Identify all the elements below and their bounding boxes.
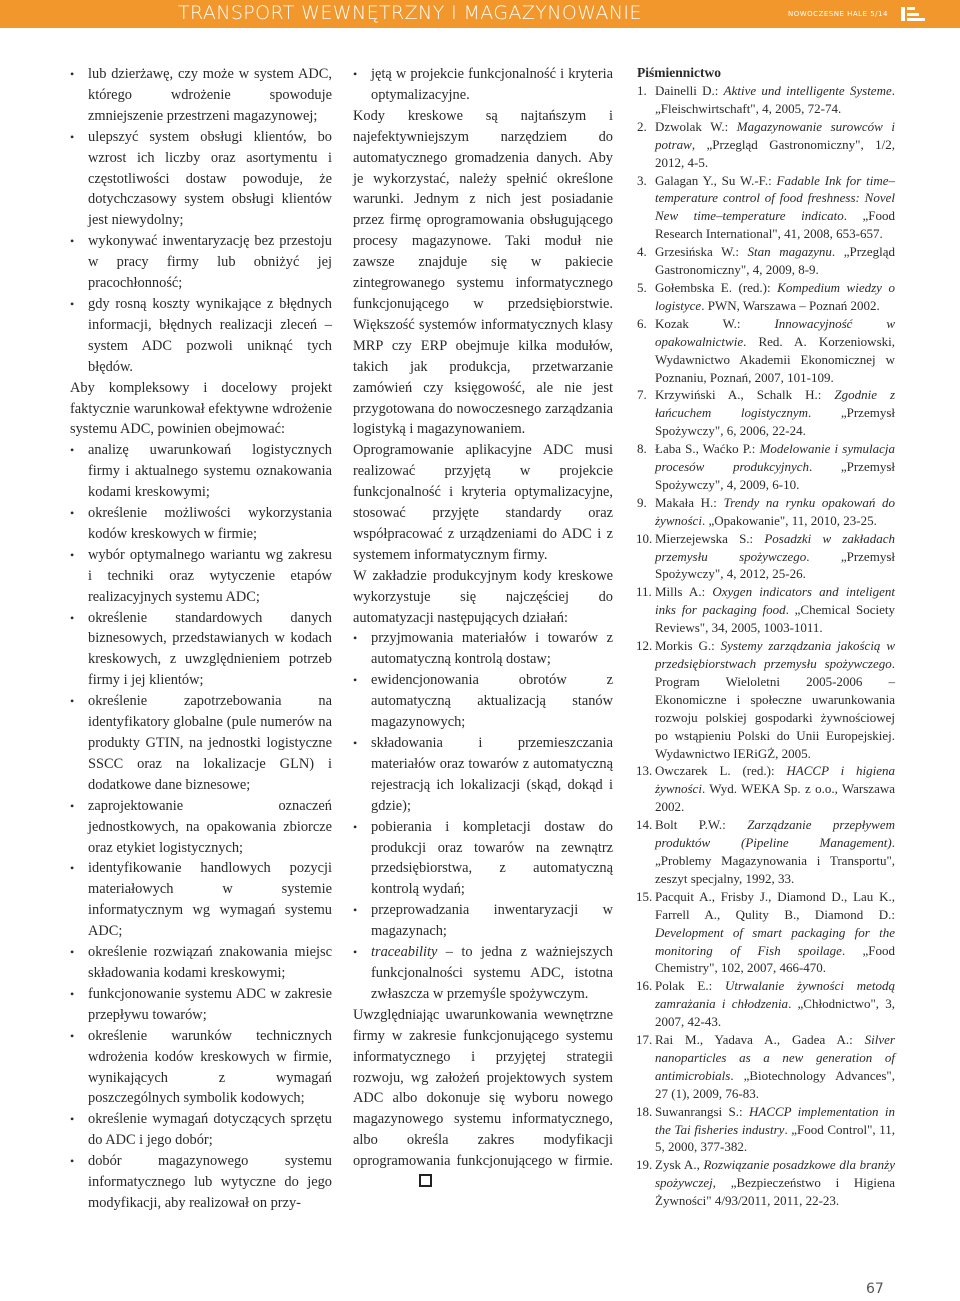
- reference-item: [637, 386, 895, 440]
- reference-number: 14.: [636, 817, 653, 833]
- reference-details: . „Przemysł Spożywczy", 6, 2006, 22-24.: [655, 405, 895, 439]
- references-heading: Piśmiennictwo: [637, 65, 721, 80]
- reference-item: [637, 1103, 895, 1157]
- reference-authors: Morkis G.:: [655, 638, 721, 654]
- reference-item: [637, 637, 895, 762]
- reference-item: [637, 1156, 895, 1210]
- reference-details: . „Przemysł Spożywczy", 4, 2012, 25-26.: [655, 548, 895, 582]
- list-item: • określenie wymagań dotyczących sprzętu do ADC i jego dobór;: [70, 1109, 332, 1151]
- list-item: • określenie warunków technicznych wdrożenia kodów kreskowych w firmie, wynikających z wymagań poszczególnych symbolik kodowych;: [70, 1026, 332, 1110]
- reference-authors: Bolt P.W.:: [655, 817, 748, 833]
- reference-details: , „Bezpieczeństwo i Higiena Żywności" 4/93/2011, 2011, 22-23.: [655, 1175, 895, 1209]
- reference-number: 2.: [637, 118, 647, 134]
- header-issue: NOWOCZESNE HALE 5/14: [788, 10, 888, 18]
- bullet-list-reasons: [70, 64, 332, 378]
- list-item: • wykonywać inwentaryzację bez przestoju w pracy firmy lub obniżyć jej pracochłonność;: [70, 231, 332, 294]
- reference-title: Development of smart packaging for the monitoring of Fish spoilage: [655, 924, 895, 958]
- reference-authors: Suwanrangsi S.:: [655, 1103, 749, 1119]
- reference-details: . Red. A. Korzeniowski, Wydawnictwo Akademii Ekonomicznej w Poznaniu, Poznań, 2007, 101-109.: [655, 333, 895, 385]
- reference-title: Systemy zarządzania jakością w przedsiębiorstwach przemysłu spożywczego: [655, 638, 896, 671]
- reference-title: Oxygen indicators and inteligent inks for packaging food: [655, 584, 895, 618]
- traceability-term: traceability: [371, 944, 438, 961]
- reference-details: . „Przegląd Gastronomiczny", 4, 2009, 8-9.: [655, 244, 895, 278]
- reference-number: 19.: [636, 1157, 653, 1173]
- reference-number: 15.: [636, 888, 653, 904]
- reference-authors: Krzywiński A., Schalk H.:: [655, 387, 835, 403]
- reference-number: 7.: [637, 387, 647, 403]
- reference-number: 4.: [637, 244, 647, 260]
- list-item: • przyjmowania materiałów i towarów z automatyczną kontrolą dostaw;: [353, 628, 613, 670]
- reference-title: Trendy na rynku opakowań do żywności: [655, 494, 896, 528]
- reference-title: Rozwiązanie posadzkowe dla branży spożywczej: [655, 1157, 895, 1191]
- reference-details: . „Food Control", 11, 5, 2000, 377-382.: [655, 1121, 895, 1155]
- list-item: • funkcjonowanie systemu ADC w zakresie przepływu towarów;: [70, 984, 332, 1026]
- reference-authors: Gołembska E. (red.):: [655, 279, 778, 295]
- reference-title: Zarządzanie przepływem produktów (Pipeline Management): [655, 817, 896, 851]
- bullet-list-automation: [353, 628, 613, 1004]
- reference-item: [637, 118, 895, 172]
- reference-authors: Kozak W.:: [655, 315, 775, 331]
- list-item: • gdy rosną koszty wynikające z błędnych informacji, błędnych realizacji zleceń – system ADC pozwoli uniknąć tych błędów.: [70, 294, 332, 378]
- magazine-logo-icon: [901, 5, 927, 23]
- reference-title: Zgodnie z łańcuchem logistycznym: [655, 387, 896, 421]
- reference-number: 5.: [637, 279, 647, 295]
- reference-number: 13.: [636, 763, 653, 779]
- list-item: • ulepszyć system obsługi klientów, bo wzrost ich liczby oraz asortymentu i częstotliwości dostaw powoduje, że dotychczasowy system obsługi klientów jest niewydolny;: [70, 127, 332, 232]
- reference-number: 10.: [636, 530, 653, 546]
- reference-title: Stan magazynu: [747, 244, 832, 260]
- reference-number: 11.: [636, 584, 652, 600]
- reference-authors: Polak E.:: [655, 978, 725, 994]
- reference-authors: Zysk A.,: [655, 1157, 704, 1173]
- reference-title: Innowacyjność w opakowalnictwie: [655, 315, 895, 349]
- list-item: • ewidencjonowania obrotów z automatyczną aktualizacją stanów magazynowych;: [353, 670, 613, 733]
- reference-number: 6.: [637, 315, 647, 331]
- reference-item: [637, 762, 895, 816]
- reference-item: [637, 172, 895, 244]
- reference-number: 9.: [637, 494, 647, 510]
- list-item: • jętą w projekcie funkcjonalność i kryteria optymalizacyjne.: [353, 64, 613, 106]
- reference-item: [637, 816, 895, 888]
- reference-number: 1.: [637, 83, 647, 98]
- reference-title: Utrwalanie żywności metodą zamrażania i chłodzenia: [655, 978, 896, 1012]
- reference-details: . „Chemical Society Reviews", 34, 2005, 1003-1011.: [655, 602, 895, 636]
- list-item: • analizę uwarunkowań logistycznych firmy i aktualnego systemu oznakowania kodami kreskowymi;: [70, 440, 332, 503]
- reference-number: 16.: [636, 978, 653, 994]
- list-item: • określenie zapotrzebowania na identyfikatory globalne (pule numerów na produkty GTIN, na jednostki logistyczne SSCC oraz na lokalizacje GLN) i dodatkowe dane biznesowe;: [70, 691, 332, 796]
- reference-item: [637, 494, 895, 530]
- reference-item: [637, 888, 895, 978]
- reference-authors: Grzesińska W.:: [655, 244, 748, 260]
- reference-number: 18.: [636, 1103, 653, 1119]
- reference-item: [637, 279, 895, 315]
- reference-authors: Dzwolak W.:: [655, 118, 737, 134]
- column-middle: [353, 64, 613, 1193]
- reference-details: , „Przegląd Gastronomiczny", 1/2, 2012, 4-5.: [655, 136, 895, 170]
- list-item: • składowania i przemieszczania materiałów oraz towarów z automatyczną rejestracją ich lokalizacji (skąd, dokąd i gdzie);: [353, 733, 613, 817]
- reference-number: 17.: [636, 1032, 653, 1048]
- bullet-list-project-scope: [70, 440, 332, 1214]
- reference-item: [637, 1031, 895, 1103]
- reference-details: . Wyd. WEKA Sp. z o.o., Warszawa 2002.: [655, 781, 895, 815]
- reference-authors: Łaba S., Waćko P.:: [655, 441, 760, 457]
- reference-authors: Galagan Y., Su W.-F.:: [655, 172, 777, 188]
- end-of-article-icon: [419, 1174, 432, 1187]
- paragraph: W zakładzie produkcyjnym kody kreskowe wykorzystuje się najczęściej do automatyzacji następujących działań:: [353, 567, 613, 626]
- list-item: • określenie możliwości wykorzystania kodów kreskowych w firmie;: [70, 503, 332, 545]
- reference-item: [637, 977, 895, 1031]
- header-title: TRANSPORT WEWNĘTRZNY I MAGAZYNOWANIE: [178, 2, 642, 24]
- list-item: • zaprojektowanie oznaczeń jednostkowych, na opakowania zbiorcze oraz etykiet logistycznych;: [70, 796, 332, 859]
- continued-item: [353, 64, 613, 106]
- reference-item: [637, 583, 895, 637]
- reference-authors: Rai M., Yadava A., Gadea A.:: [655, 1032, 865, 1048]
- list-item: • identyfikowanie handlowych pozycji materiałowych w systemie informatycznym wg wymagań systemu ADC;: [70, 858, 332, 942]
- page-header: [0, 0, 960, 28]
- reference-title: HACCP i higiena żywności: [655, 763, 895, 797]
- paragraph: Kody kreskowe są najtańszym i najefektywniejszym narzędziem do automatycznego gromadzenia danych. Aby je wykorzystać, należy spełnić określone warunki. Jednym z nich jest posiadanie przez firmę oprogramowania obsługującego procesy magazynowe. Taki moduł nie zawsze znajduje się w pakiecie zintegrowanego systemu informatycznego funkcjonującego w przedsiębiorstwie. Większość systemów informatycznych klasy MRP czy ERP obejmuje kilka modułów, takich jak produkcja, przetwarzanie zamówień czy księgowość, ale nie jest przygotowana do nowoczesnego zarządzania logistyką i magazynowaniem.: [353, 107, 613, 438]
- list-item: • pobierania i kompletacji dostaw do produkcji oraz towarów na zewnątrz przedsiębiorstwa, z automatyczną kontrolą wydań;: [353, 817, 613, 901]
- reference-details: . „Przemysł Spożywczy", 4, 2009, 6-10.: [655, 459, 896, 492]
- paragraph: Aby kompleksowy i docelowy projekt faktycznie warunkował efektywne wdrożenie systemu ADC, powinien obejmować:: [70, 379, 332, 438]
- reference-details: . „Problemy Magazynowania i Transportu", zeszyt specjalny, 1992, 33.: [655, 835, 895, 886]
- page-number: 67: [866, 1281, 884, 1297]
- reference-details: . „Chłodnictwo", 3, 2007, 42-43.: [655, 996, 895, 1030]
- column-left: [70, 64, 332, 1214]
- reference-item: [637, 440, 895, 494]
- reference-details: . „Food Chemistry", 102, 2007, 466-470.: [655, 942, 895, 976]
- reference-authors: Makała H.:: [655, 494, 724, 510]
- list-item: • określenie standardowych danych biznesowych, przedstawianych w kodach kreskowych, z uwzględnieniem potrzeb firmy i jej klientów;: [70, 608, 332, 692]
- reference-number: 3.: [637, 172, 647, 188]
- paragraph: Uwzględniając uwarunkowania wewnętrzne firmy w zakresie funkcjonującego systemu informatycznego i przyjętej strategii rozwoju, wg założeń projektowych system ADC albo dokonuje się wyboru nowego magazynowego systemu informatycznego, albo określa zakres modyfikacji oprogramowania funkcjonującego w firmie.: [353, 1005, 613, 1193]
- reference-details: . PWN, Warszawa – Poznań 2002.: [701, 297, 880, 313]
- reference-authors: Pacquit A., Frisby J., Diamond D., Lau K., Farrell A., Qulity B., Diamond D.:: [655, 888, 895, 922]
- reference-title: Modelowanie i symulacja procesów produkcyjnych: [655, 441, 895, 475]
- references-list: [637, 82, 895, 1210]
- reference-item: [637, 243, 895, 279]
- reference-item: [637, 530, 895, 584]
- reference-authors: Owczarek L. (red.):: [655, 763, 787, 779]
- list-item: • dobór magazynowego systemu informatycznego lub wytyczne do jego modyfikacji, aby realizował on przy-: [70, 1151, 332, 1214]
- reference-title: Posadzki w zakładach przemysłu spożywczego: [655, 530, 895, 564]
- column-references: [637, 64, 895, 1210]
- reference-title: Magazynowanie surowców i potraw: [655, 118, 895, 152]
- reference-details: . „Biotechnology Advances", 27 (1), 2009, 76-83.: [655, 1067, 895, 1101]
- reference-details: . Program Wieloletni 2005-2006 – Ekonomiczne i społeczne uwarunkowania rozwoju polskiej gospodarki żywnościowej po wstąpieniu Polski do Unii Europejskiej. Wydawnictwo IERiGŻ, 2005.: [655, 656, 895, 761]
- reference-title: HACCP implementation in the Tai fisheries industry: [655, 1103, 895, 1137]
- reference-title: Kompedium wiedzy o logistyce: [655, 279, 895, 313]
- list-item: • określenie rozwiązań znakowania miejsc składowania kodami kreskowymi;: [70, 942, 332, 984]
- paragraph: Oprogramowanie aplikacyjne ADC musi realizować przyjętą w projekcie funkcjonalność i kryteria optymalizacyjne, stosować przyjęte standardy oraz współpracować z urządzeniami do ADC i z systemem informatycznym firmy.: [353, 442, 613, 563]
- list-item: • przeprowadzania inwentaryzacji w magazynach;: [353, 900, 613, 942]
- reference-authors: Dainelli D.:: [655, 83, 724, 98]
- reference-item: [637, 315, 895, 387]
- list-item: • traceability – to jedna z ważniejszych funkcjonalności systemu ADC, istotna zwłaszcza w przemyśle spożywczym.: [353, 942, 613, 1005]
- list-item: • lub dzierżawę, czy może w system ADC, którego wdrożenie spowoduje zmniejszenie przestrzeni magazynowej;: [70, 64, 332, 127]
- reference-details: . „Fleischwirtschaft", 4, 2005, 72-74.: [655, 83, 895, 116]
- reference-title: Aktive und intelligente Systeme: [723, 83, 892, 98]
- reference-authors: Mierzejewska S.:: [655, 530, 765, 546]
- reference-details: . „Food Research International", 41, 2008, 653-657.: [655, 208, 895, 242]
- reference-number: 8.: [637, 441, 647, 457]
- reference-authors: Mills A.:: [655, 584, 713, 600]
- reference-number: 12.: [636, 638, 653, 654]
- reference-title: Silver nanoparticles as a new generation of antimicrobials: [655, 1032, 895, 1083]
- reference-details: . „Opakowanie", 11, 2010, 23-25.: [701, 512, 877, 528]
- reference-title: Fadable Ink for time–temperature control of food freshness: Novel New time–temperature indicato: [655, 172, 895, 224]
- reference-item: [637, 82, 895, 118]
- list-item: • wybór optymalnego wariantu wg zakresu i techniki oraz wytyczenie etapów realizacyjnych systemu ADC;: [70, 545, 332, 608]
